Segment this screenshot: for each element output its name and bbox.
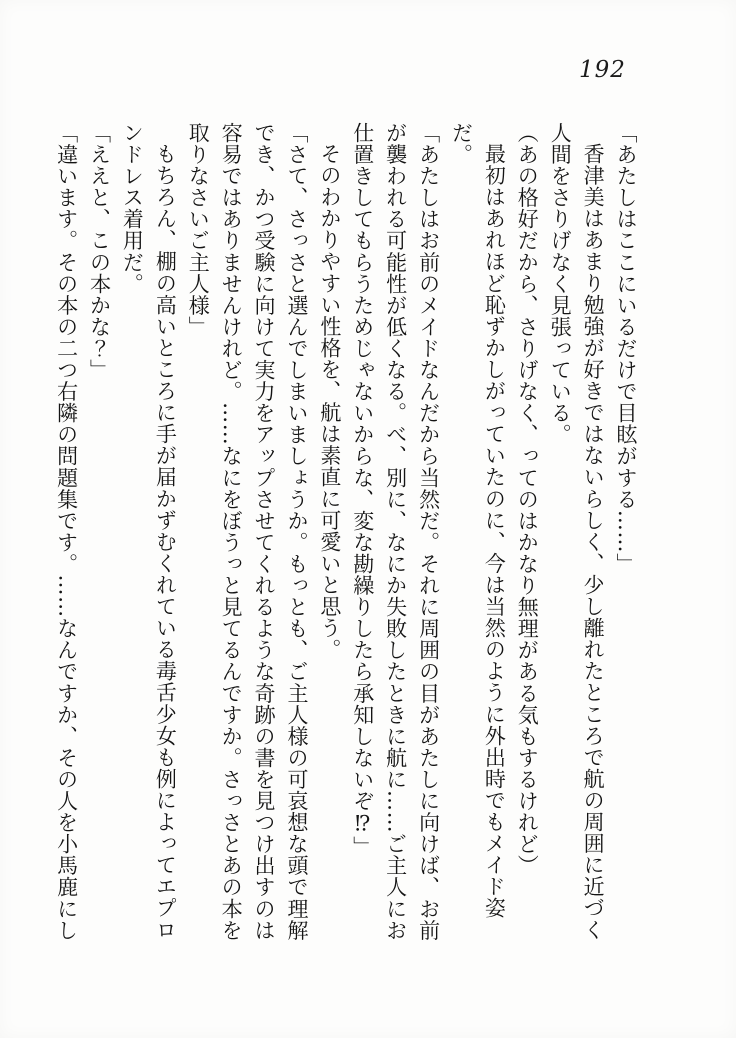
paragraph-narration: 香津美はあまり勉強が好きではないらしく、少し離れたところで航の周囲に近づく人間をさりげなく見張っている。: [548, 122, 606, 941]
paragraph-dialogue: 「ええと、この本かな？」: [87, 122, 112, 381]
paragraph-narration: 最初はあれほど恥ずかしがっていたのに、今は当然のように外出時でもメイド姿だ。: [449, 122, 507, 919]
paragraph-narration: もちろん、棚の高いところに手が届かずむくれている毒舌少女も例によってエプロンドレス着用だ。: [120, 122, 178, 941]
paragraph-narration: そのわかりやすい性格を、航は素直に可愛いと思う。: [317, 143, 342, 661]
page-number: 192: [579, 57, 626, 83]
paragraph-dialogue: 「さて、さっさと選んでしまいましょうか。もっとも、ご主人様の可哀想な頭で理解でき、かつ受験に向けて実力をアップさせてくれるような奇跡の書を見つけ出すのは容易ではありませんけれど。……なにをぼうっと見てるんですか。さっさとあの本を取りなさいご主人様」: [186, 122, 309, 941]
paragraph-aside: （あの格好だから、さりげなく、ってのはかなり無理がある気もするけれど）: [515, 122, 540, 877]
paragraph-dialogue: 「違います。その本の二つ右隣の問題集です。……なんですか、その人を小馬鹿にし: [54, 122, 79, 941]
text-block: [50, 122, 642, 942]
paragraph-dialogue: 「あたしはお前のメイドなんだから当然だ。それに周囲の目があたしに向けば、お前が襲われる可能性が低くなる。べ、別に、なにか失敗したときに航に……ご主人にお仕置きしてもらうためじゃないからな、変な勘繰りしたら承知しないぞ⁉」: [350, 122, 441, 941]
paragraph-dialogue: 「あたしはここにいるだけで目眩がする……」: [614, 122, 638, 575]
